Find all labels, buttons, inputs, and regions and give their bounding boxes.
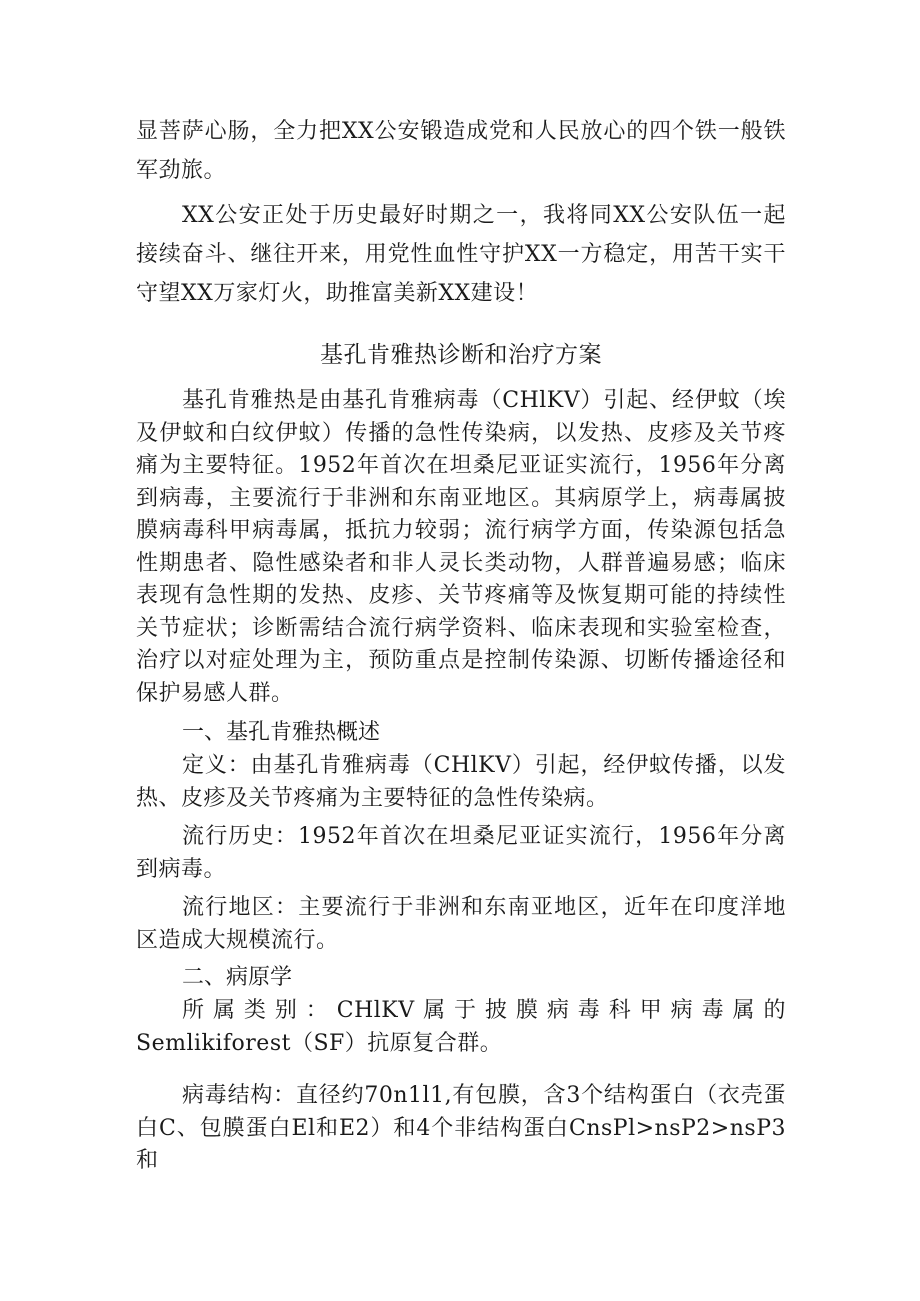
intro-paragraph-2: XX公安正处于历史最好时期之一，我将同XX公安队伍一起接续奋斗、继往开来，用党性血性守护XX一方稳定，用苦干实干守望XX万家灯火，助推富美新XX建设！ (136, 203, 786, 306)
document-title: 基孔肯雅热诊断和治疗方案 (320, 342, 602, 368)
section-1-region: 流行地区：主要流行于非洲和东南亚地区，近年在印度洋地区造成大规模流行。 (136, 895, 786, 953)
section-1-definition: 定义：由基孔肯雅病毒（CHlKV）引起，经伊蚊传播，以发热、皮疹及关节疼痛为主要特征的急性传染病。 (136, 753, 786, 811)
section-2-structure: 病毒结构：直径约70n1l1,有包膜，含3个结构蛋白（衣壳蛋白C、包膜蛋白El和E2）和4个非结构蛋白CnsPl>nsP2>nsP3和 (136, 1083, 786, 1173)
section-2-category: 所属类别：CHlKV属于披膜病毒科甲病毒属的Semlikiforest（SF）抗原复合群。 (136, 998, 786, 1056)
summary-paragraph: 基孔肯雅热是由基孔肯雅病毒（CHlKV）引起、经伊蚊（埃及伊蚊和白纹伊蚊）传播的急性传染病，以发热、皮疹及关节疼痛为主要特征。1952年首次在坦桑尼亚证实流行，1956年分离到病毒，主要流行于非洲和东南亚地区。其病原学上，病毒属披膜病毒科甲病毒属，抵抗力较弱；流行病学方面，传染源包括急性期患者、隐性感染者和非人灵长类动物，人群普遍易感；临床表现有急性期的发热、皮疹、关节疼痛等及恢复期可能的持续性关节症状；诊断需结合流行病学资料、临床表现和实验室检查，治疗以对症处理为主，预防重点是控制传染源、切断传播途径和保护易感人群。 (136, 388, 786, 706)
section-1-history: 流行历史：1952年首次在坦桑尼亚证实流行，1956年分离到病毒。 (136, 824, 786, 882)
intro-paragraph-1: 显菩萨心肠，全力把XX公安锻造成党和人民放心的四个铁一般铁军劲旅。 (136, 119, 786, 183)
section-1-heading: 一、基孔肯雅热概述 (182, 720, 381, 745)
section-2-heading: 二、病原学 (182, 965, 293, 990)
document-page (136, 112, 786, 1178)
